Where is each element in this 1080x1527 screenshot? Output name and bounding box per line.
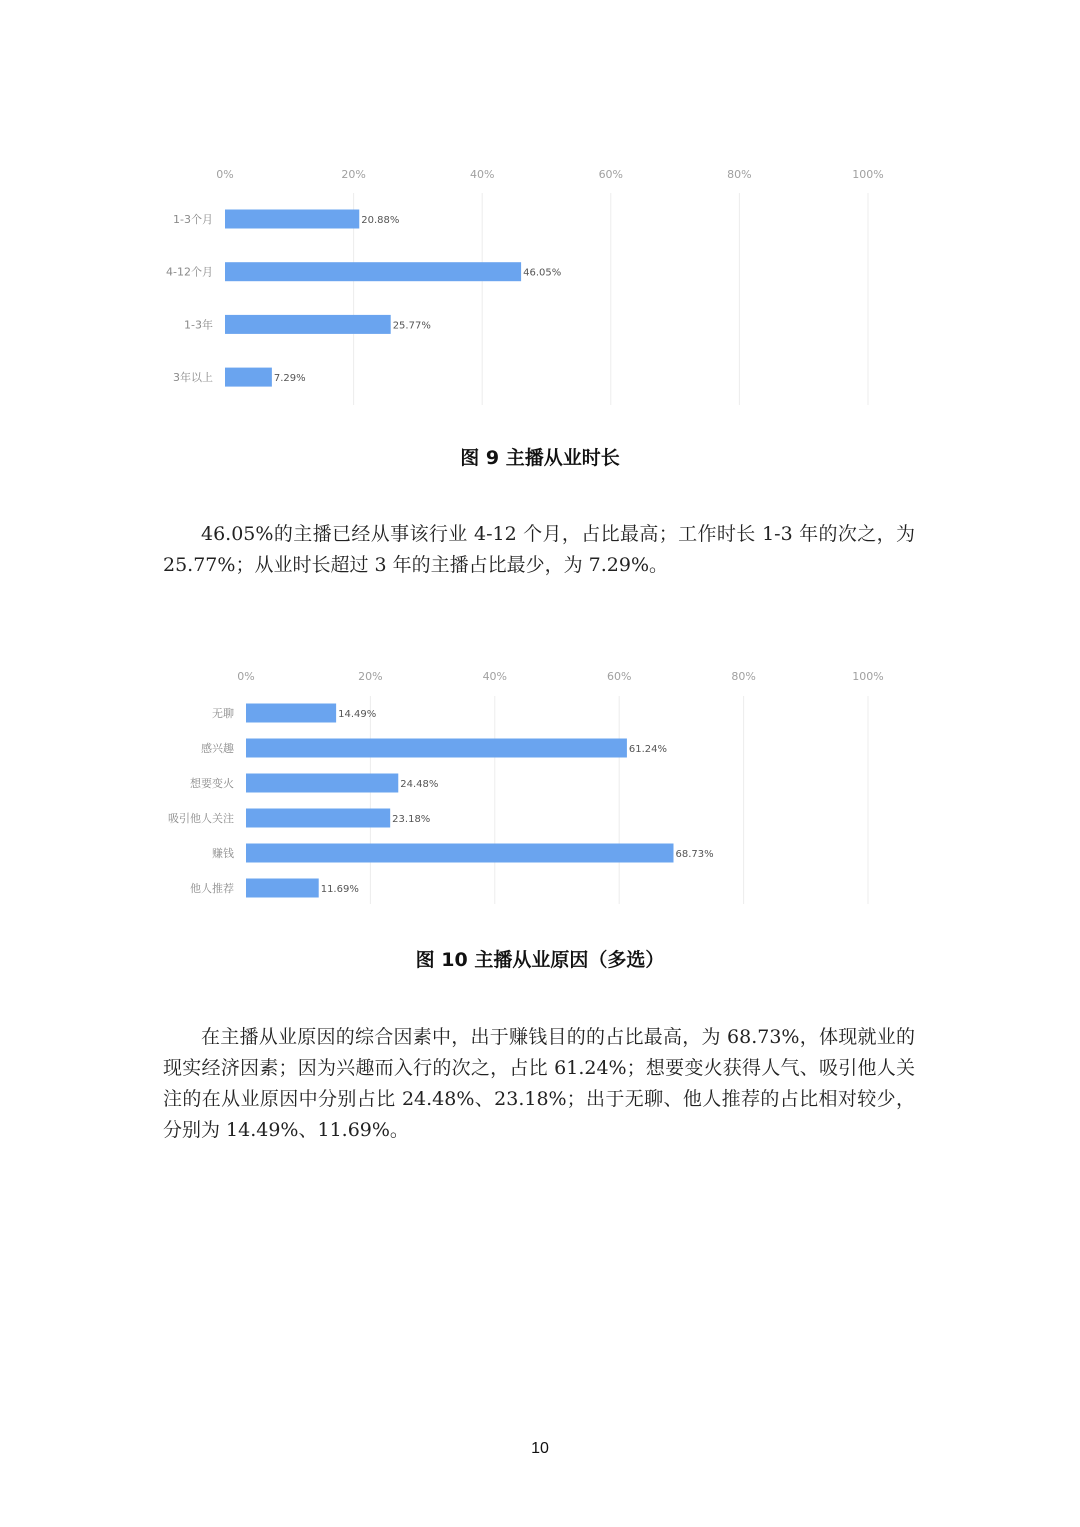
bar	[225, 210, 359, 229]
page-number: 10	[531, 1440, 549, 1457]
x-tick-label: 0%	[237, 670, 255, 683]
category-label: 感兴趣	[201, 742, 234, 755]
category-label: 3年以上	[173, 371, 213, 385]
value-label: 61.24%	[628, 744, 668, 755]
category-label: 1-3个月	[173, 213, 213, 226]
paragraph-duration-summary: 46.05%的主播已经从事该行业 4-12 个月，占比最高；工作时长 1-3 年的次之，为 25.77%；从业时长超过 3 年的主播占比最少，为 7.29%。	[163, 523, 915, 576]
category-label: 赚钱	[212, 847, 234, 860]
value-label: 25.77%	[392, 320, 431, 332]
category-label: 吸引他人关注	[168, 812, 234, 825]
value-label: 20.88%	[361, 215, 400, 226]
category-label: 想要变火	[190, 777, 234, 790]
figure-9-caption: 图 9 主播从业时长	[460, 447, 620, 469]
x-tick-label: 80%	[727, 168, 752, 181]
figure-10-caption: 图 10 主播从业原因（多选）	[415, 949, 665, 971]
bar	[246, 704, 336, 723]
x-tick-label: 60%	[598, 168, 624, 181]
category-label: 1-3年	[184, 318, 213, 332]
x-tick-label: 20%	[358, 670, 383, 683]
x-tick-label: 40%	[469, 168, 495, 181]
x-tick-label: 40%	[482, 670, 508, 683]
x-tick-label: 100%	[852, 670, 884, 683]
category-label: 他人推荐	[190, 882, 234, 895]
bar	[225, 262, 521, 281]
x-tick-label: 80%	[731, 670, 756, 683]
bar	[246, 774, 398, 793]
bar	[225, 368, 272, 387]
value-label: 68.73%	[675, 849, 714, 860]
x-tick-label: 0%	[216, 168, 234, 181]
value-label: 23.18%	[392, 814, 431, 825]
x-tick-label: 60%	[606, 670, 632, 683]
value-label: 11.69%	[320, 884, 359, 895]
bar	[225, 315, 391, 334]
bar	[246, 739, 627, 758]
category-label: 无聊	[212, 707, 234, 720]
bar	[246, 844, 674, 863]
value-label: 7.29%	[273, 373, 306, 385]
value-label: 24.48%	[400, 779, 439, 790]
x-tick-label: 100%	[852, 168, 884, 181]
bar	[246, 809, 390, 828]
category-label: 4-12个月	[166, 265, 213, 279]
chart-employment-reasons	[0, 660, 1080, 920]
x-tick-label: 20%	[341, 168, 366, 181]
bar	[246, 879, 319, 898]
chart-employment-duration	[0, 0, 1080, 420]
paragraph-reasons-summary: 在主播从业原因的综合因素中，出于赚钱目的的占比最高，为 68.73%，体现就业的现实经济因素；因为兴趣而入行的次之，占比 61.24%；想要变火获得人气、吸引他人关注的在从业原因中分别占比 24.48%、23.18%；出于无聊、他人推荐的占比相对较少，分别为 14.49%、11.69%。	[163, 1026, 915, 1141]
value-label: 46.05%	[523, 267, 562, 279]
value-label: 14.49%	[338, 709, 377, 720]
